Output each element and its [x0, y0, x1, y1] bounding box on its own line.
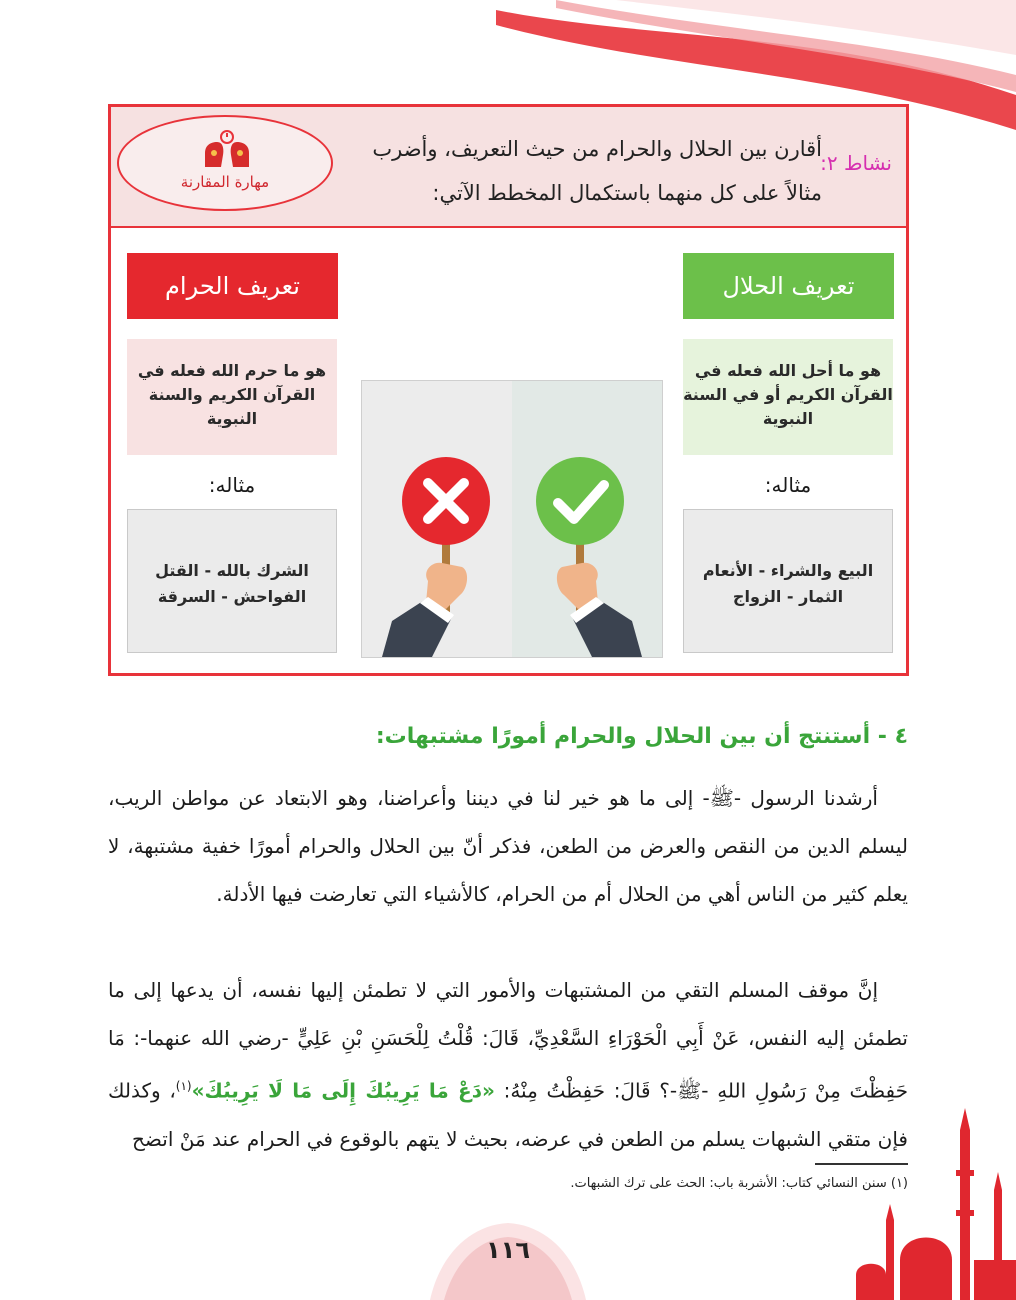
paragraph-2-end: ، وكذلك فإن متقي الشبهات يسلم من الطعن في عرضه، بحيث لا يتهم بالوقوع في الحرام عند مَنْ اتضح: [108, 1078, 908, 1151]
comparison-heads-icon: [201, 129, 253, 169]
halal-title-box: تعريف الحلال: [683, 253, 894, 319]
halal-example-box: البيع والشراء - الأنعام الثمار - الزواج: [683, 509, 893, 653]
haram-definition: هو ما حرم الله فعله في القرآن الكريم والسنة النبوية: [127, 339, 337, 455]
halal-definition: هو ما أحل الله فعله في القرآن الكريم أو في السنة النبوية: [683, 339, 893, 455]
haram-example-label: مثاله:: [208, 473, 256, 497]
activity-number: نشاط ٢:: [820, 151, 892, 175]
section-heading: ٤ - أستنتج أن بين الحلال والحرام أمورًا مشتبهات:: [375, 724, 908, 749]
activity-instruction: [342, 127, 822, 215]
approve-reject-illustration: [361, 380, 663, 658]
reject-x-icon: [402, 457, 490, 545]
page-number: ١١٦: [486, 1236, 530, 1264]
paragraph-1: أرشدنا الرسول -ﷺ- إلى ما هو خير لنا في ديننا وأعراضنا، وهو الابتعاد عن مواطن الريب، ليسلم الدين من النقص والعرض من الطعن، فذكر أنّ بين الحلال والحرام أمورًا خفية مشتبهة، لا يعلم كثير من الناس أهي من الحلال أم من الحرام، كالأشياء التي تعارضت فيها الأدلة.: [108, 786, 908, 906]
paragraph-2: [108, 966, 908, 1163]
footnote-text: (١) سنن النسائي كتاب: الأشربة باب: الحث على ترك الشبهات.: [570, 1176, 908, 1191]
haram-example-box: الشرك بالله - القتل الفواحش - السرقة: [127, 509, 337, 653]
skill-label: مهارة المقارنة: [180, 173, 270, 191]
activity-header: [111, 107, 906, 228]
paragraph-2-start: إنَّ موقف المسلم التقي من المشتبهات والأمور التي لا تطمئن إليها نفسه، أن يدعها إلى ما تطمئن إليه النفس، عَنْ أَبِي الْحَوْرَاءِ السَّعْدِيِّ، قَالَ: قُلْتُ لِلْحَسَنِ بْنِ عَلِيٍّ -رضي الله عنهما-: مَا حَفِظْتَ مِنْ رَسُولِ اللهِ -ﷺ-؟ قَالَ: حَفِظْتُ مِنْهُ:: [108, 978, 908, 1103]
approve-check-icon: [536, 457, 624, 545]
instruction-line-2: مثالاً على كل منهما باستكمال المخطط الآتي:: [432, 181, 822, 205]
skill-badge: [117, 115, 333, 211]
instruction-line-1: أقارن بين الحلال والحرام من حيث التعريف، وأضرب: [372, 137, 822, 161]
halal-example-label: مثاله:: [764, 473, 812, 497]
activity-box: [108, 104, 909, 676]
footnote-reference: (١): [175, 1079, 192, 1093]
hadith-quote: «دَعْ مَا يَرِيبُكَ إِلَى مَا لَا يَرِيبُكَ»: [191, 1078, 495, 1103]
mosque-skyline-decoration: [856, 1100, 1016, 1300]
haram-title-box: تعريف الحرام: [127, 253, 338, 319]
